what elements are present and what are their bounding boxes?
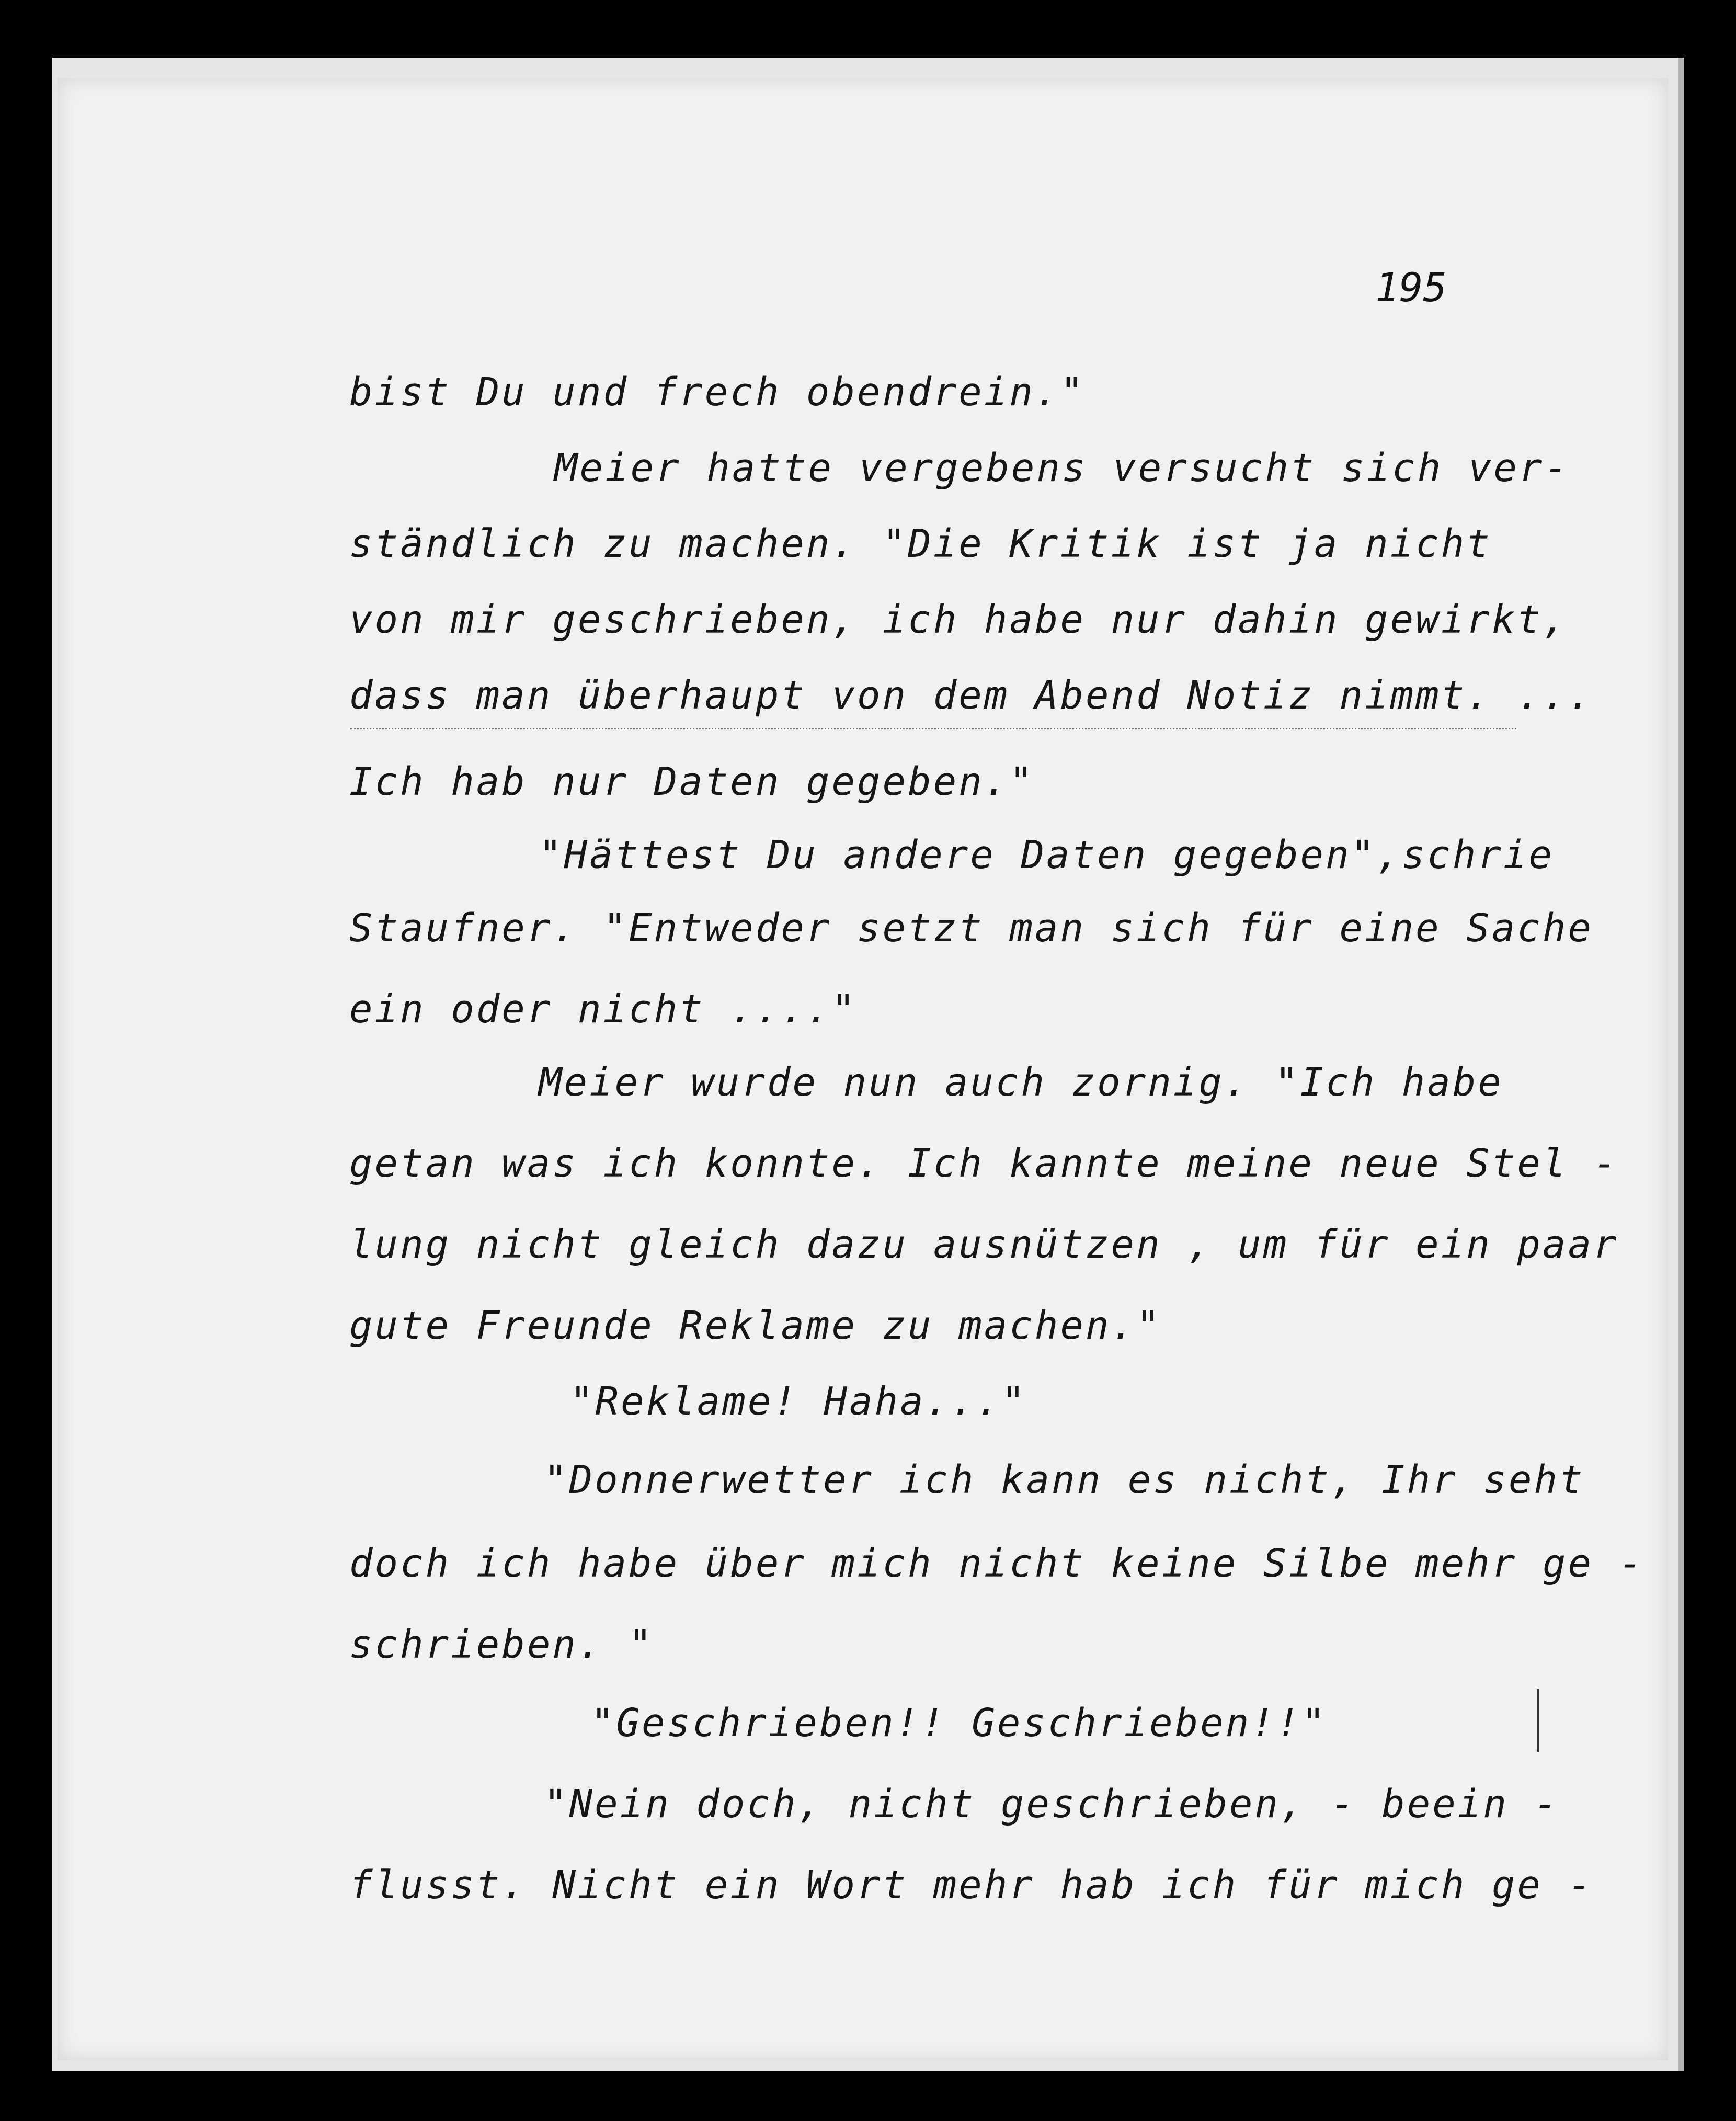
text-line-13: gute Freunde Reklame zu machen." [349,1303,1162,1348]
text-line-8: Staufner. "Entweder setzt man sich für eine Sache [349,906,1594,951]
text-line-20: flusst. Nicht ein Wort mehr hab ich für mich ge - [349,1863,1594,1908]
text-line-10: Meier wurde nun auch zornig. "Ich habe [539,1060,1503,1105]
text-line-15: "Donnerwetter ich kann es nicht, Ihr seht [544,1457,1585,1502]
text-line-14: "Reklame! Haha..." [570,1379,1027,1424]
text-line-17: schrieben. " [349,1622,654,1667]
text-line-1: bist Du und frech obendrein." [349,370,1086,415]
text-line-4: von mir geschrieben, ich habe nur dahin gewirkt, [349,597,1568,642]
text-line-5: dass man überhaupt von dem Abend Notiz nimmt. ... [349,673,1594,718]
text-line-11: getan was ich konnte. Ich kannte meine neue Stel - [349,1141,1619,1186]
text-line-7: "Hättest Du andere Daten gegeben",schrie [539,833,1555,877]
text-line-9: ein oder nicht ...." [349,987,858,1032]
text-line-19: "Nein doch, nicht geschrieben, - beein - [544,1782,1560,1827]
text-line-2: Meier hatte vergebens versucht sich ver- [554,446,1570,491]
margin-mark [1537,1689,1539,1752]
text-line-6: Ich hab nur Daten gegeben." [349,759,1035,804]
page-number: 195 [1375,264,1447,311]
dotted-rule-mark [350,728,1516,729]
text-line-18: "Geschrieben!! Geschrieben!!" [591,1701,1328,1746]
text-line-3: ständlich zu machen. "Die Kritik ist ja nicht [349,521,1492,566]
text-line-12: lung nicht gleich dazu ausnützen , um für ein paar [349,1222,1619,1267]
text-line-16: doch ich habe über mich nicht keine Silbe mehr ge - [349,1541,1644,1586]
